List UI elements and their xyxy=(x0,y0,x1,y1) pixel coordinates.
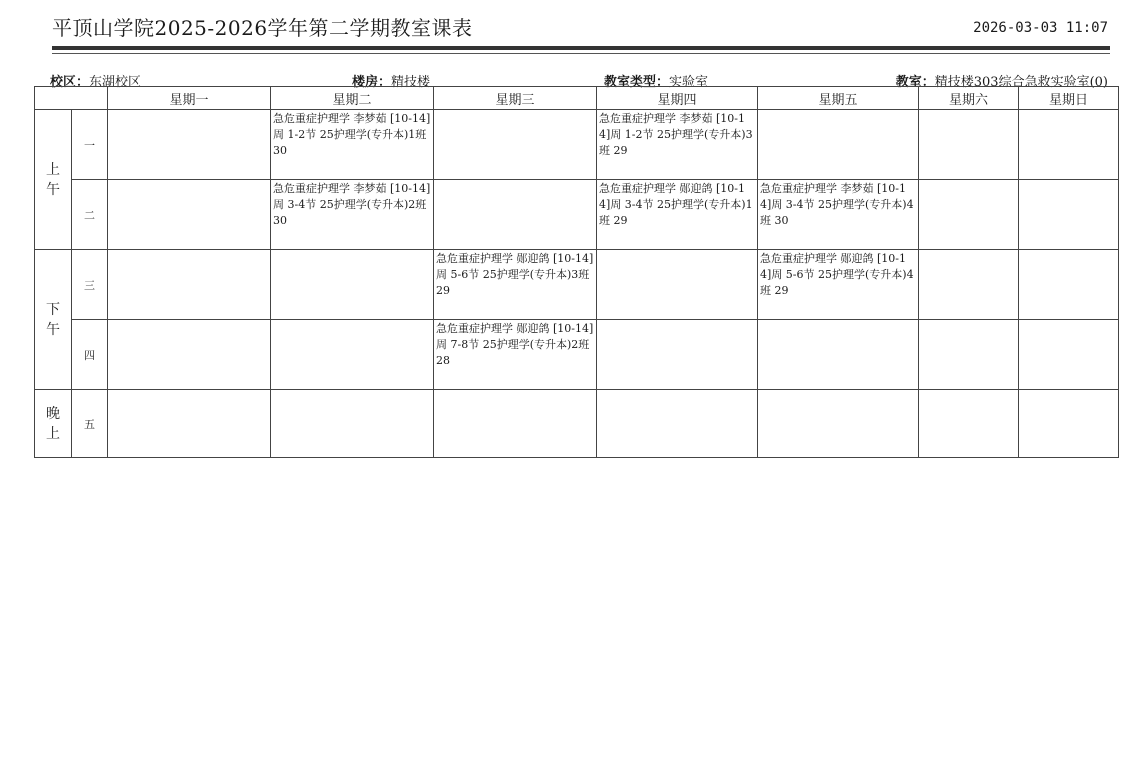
room-value: 精技楼303综合急救实验室(0) xyxy=(934,75,1108,90)
course-entry: 急危重症护理学 李梦茹 [10-14]周 1-2节 25护理学(专升本)1班 30 xyxy=(273,112,431,157)
slot-row xyxy=(35,180,1119,250)
course-entry: 急危重症护理学 郧迎鸽 [10-14]周 7-8节 25护理学(专升本)2班 28 xyxy=(436,322,594,367)
period-afternoon: 下午 xyxy=(35,250,72,390)
period-morning: 上午 xyxy=(35,110,72,250)
room-type-value: 实验室 xyxy=(669,75,709,90)
schedule-cell xyxy=(758,180,919,250)
schedule-cell xyxy=(1019,250,1119,320)
slot-row xyxy=(35,320,1119,390)
slot-label: 一 xyxy=(72,110,108,180)
schedule-cell xyxy=(108,110,271,180)
schedule-cell xyxy=(1019,180,1119,250)
course-entry: 急危重症护理学 郧迎鸽 [10-14]周 5-6节 25护理学(专升本)3班 29 xyxy=(436,252,594,297)
schedule-cell xyxy=(597,390,758,458)
schedule-cell xyxy=(108,180,271,250)
schedule-cell xyxy=(597,110,758,180)
building-label: 楼房： xyxy=(352,75,392,90)
slot-label: 四 xyxy=(72,320,108,390)
schedule-cell xyxy=(758,250,919,320)
day-header: 星期五 xyxy=(758,87,919,110)
schedule-cell xyxy=(758,110,919,180)
slot-row xyxy=(35,390,1119,458)
schedule-cell xyxy=(919,390,1019,458)
schedule-cell xyxy=(1019,320,1119,390)
schedule-cell xyxy=(434,320,597,390)
header-rule-thick xyxy=(52,46,1110,50)
print-timestamp: 2026-03-03 11:07 xyxy=(973,20,1108,36)
day-header: 星期六 xyxy=(919,87,1019,110)
room-type-label: 教室类型： xyxy=(604,75,670,90)
day-header: 星期日 xyxy=(1019,87,1119,110)
course-entry: 急危重症护理学 李梦茹 [10-14]周 1-2节 25护理学(专升本)3班 29 xyxy=(599,112,753,157)
schedule-cell xyxy=(919,110,1019,180)
schedule-cell xyxy=(108,320,271,390)
schedule-cell xyxy=(108,390,271,458)
schedule-cell xyxy=(919,320,1019,390)
schedule-cell xyxy=(271,320,434,390)
period-evening: 晚上 xyxy=(35,390,72,458)
schedule-cell xyxy=(271,180,434,250)
page-title: 平顶山学院2025-2026学年第二学期教室课表 xyxy=(52,16,473,40)
schedule-cell xyxy=(1019,110,1119,180)
schedule-cell xyxy=(271,390,434,458)
schedule-cell xyxy=(434,180,597,250)
course-entry: 急危重症护理学 李梦茹 [10-14]周 3-4节 25护理学(专升本)2班 30 xyxy=(273,182,431,227)
schedule-cell xyxy=(597,320,758,390)
schedule-cell xyxy=(271,110,434,180)
slot-label: 二 xyxy=(72,180,108,250)
schedule-cell xyxy=(271,250,434,320)
schedule-cell xyxy=(597,180,758,250)
schedule-cell xyxy=(919,250,1019,320)
room-label: 教室： xyxy=(895,75,935,90)
campus-value: 东湖校区 xyxy=(89,75,142,90)
schedule-cell xyxy=(919,180,1019,250)
header-rule-thin xyxy=(52,53,1110,54)
schedule-cell xyxy=(108,250,271,320)
slot-row xyxy=(35,110,1119,180)
building-value: 精技楼 xyxy=(391,75,431,90)
schedule-cell xyxy=(1019,390,1119,458)
schedule-cell xyxy=(434,390,597,458)
course-entry: 急危重症护理学 郧迎鸽 [10-14]周 5-6节 25护理学(专升本)4班 29 xyxy=(760,252,914,297)
slot-label: 三 xyxy=(72,250,108,320)
schedule-cell xyxy=(434,250,597,320)
slot-label: 五 xyxy=(72,390,108,458)
slot-row xyxy=(35,250,1119,320)
day-header: 星期三 xyxy=(434,87,597,110)
schedule-cell xyxy=(758,320,919,390)
day-header: 星期一 xyxy=(108,87,271,110)
timetable xyxy=(34,86,1119,458)
schedule-cell xyxy=(597,250,758,320)
header-row xyxy=(35,87,1119,110)
course-entry: 急危重症护理学 李梦茹 [10-14]周 3-4节 25护理学(专升本)4班 30 xyxy=(760,182,914,227)
schedule-cell xyxy=(434,110,597,180)
campus-label: 校区： xyxy=(50,75,90,90)
day-header: 星期二 xyxy=(271,87,434,110)
day-header: 星期四 xyxy=(597,87,758,110)
schedule-cell xyxy=(758,390,919,458)
corner-cell xyxy=(35,87,108,110)
course-entry: 急危重症护理学 郧迎鸽 [10-14]周 3-4节 25护理学(专升本)1班 29 xyxy=(599,182,753,227)
